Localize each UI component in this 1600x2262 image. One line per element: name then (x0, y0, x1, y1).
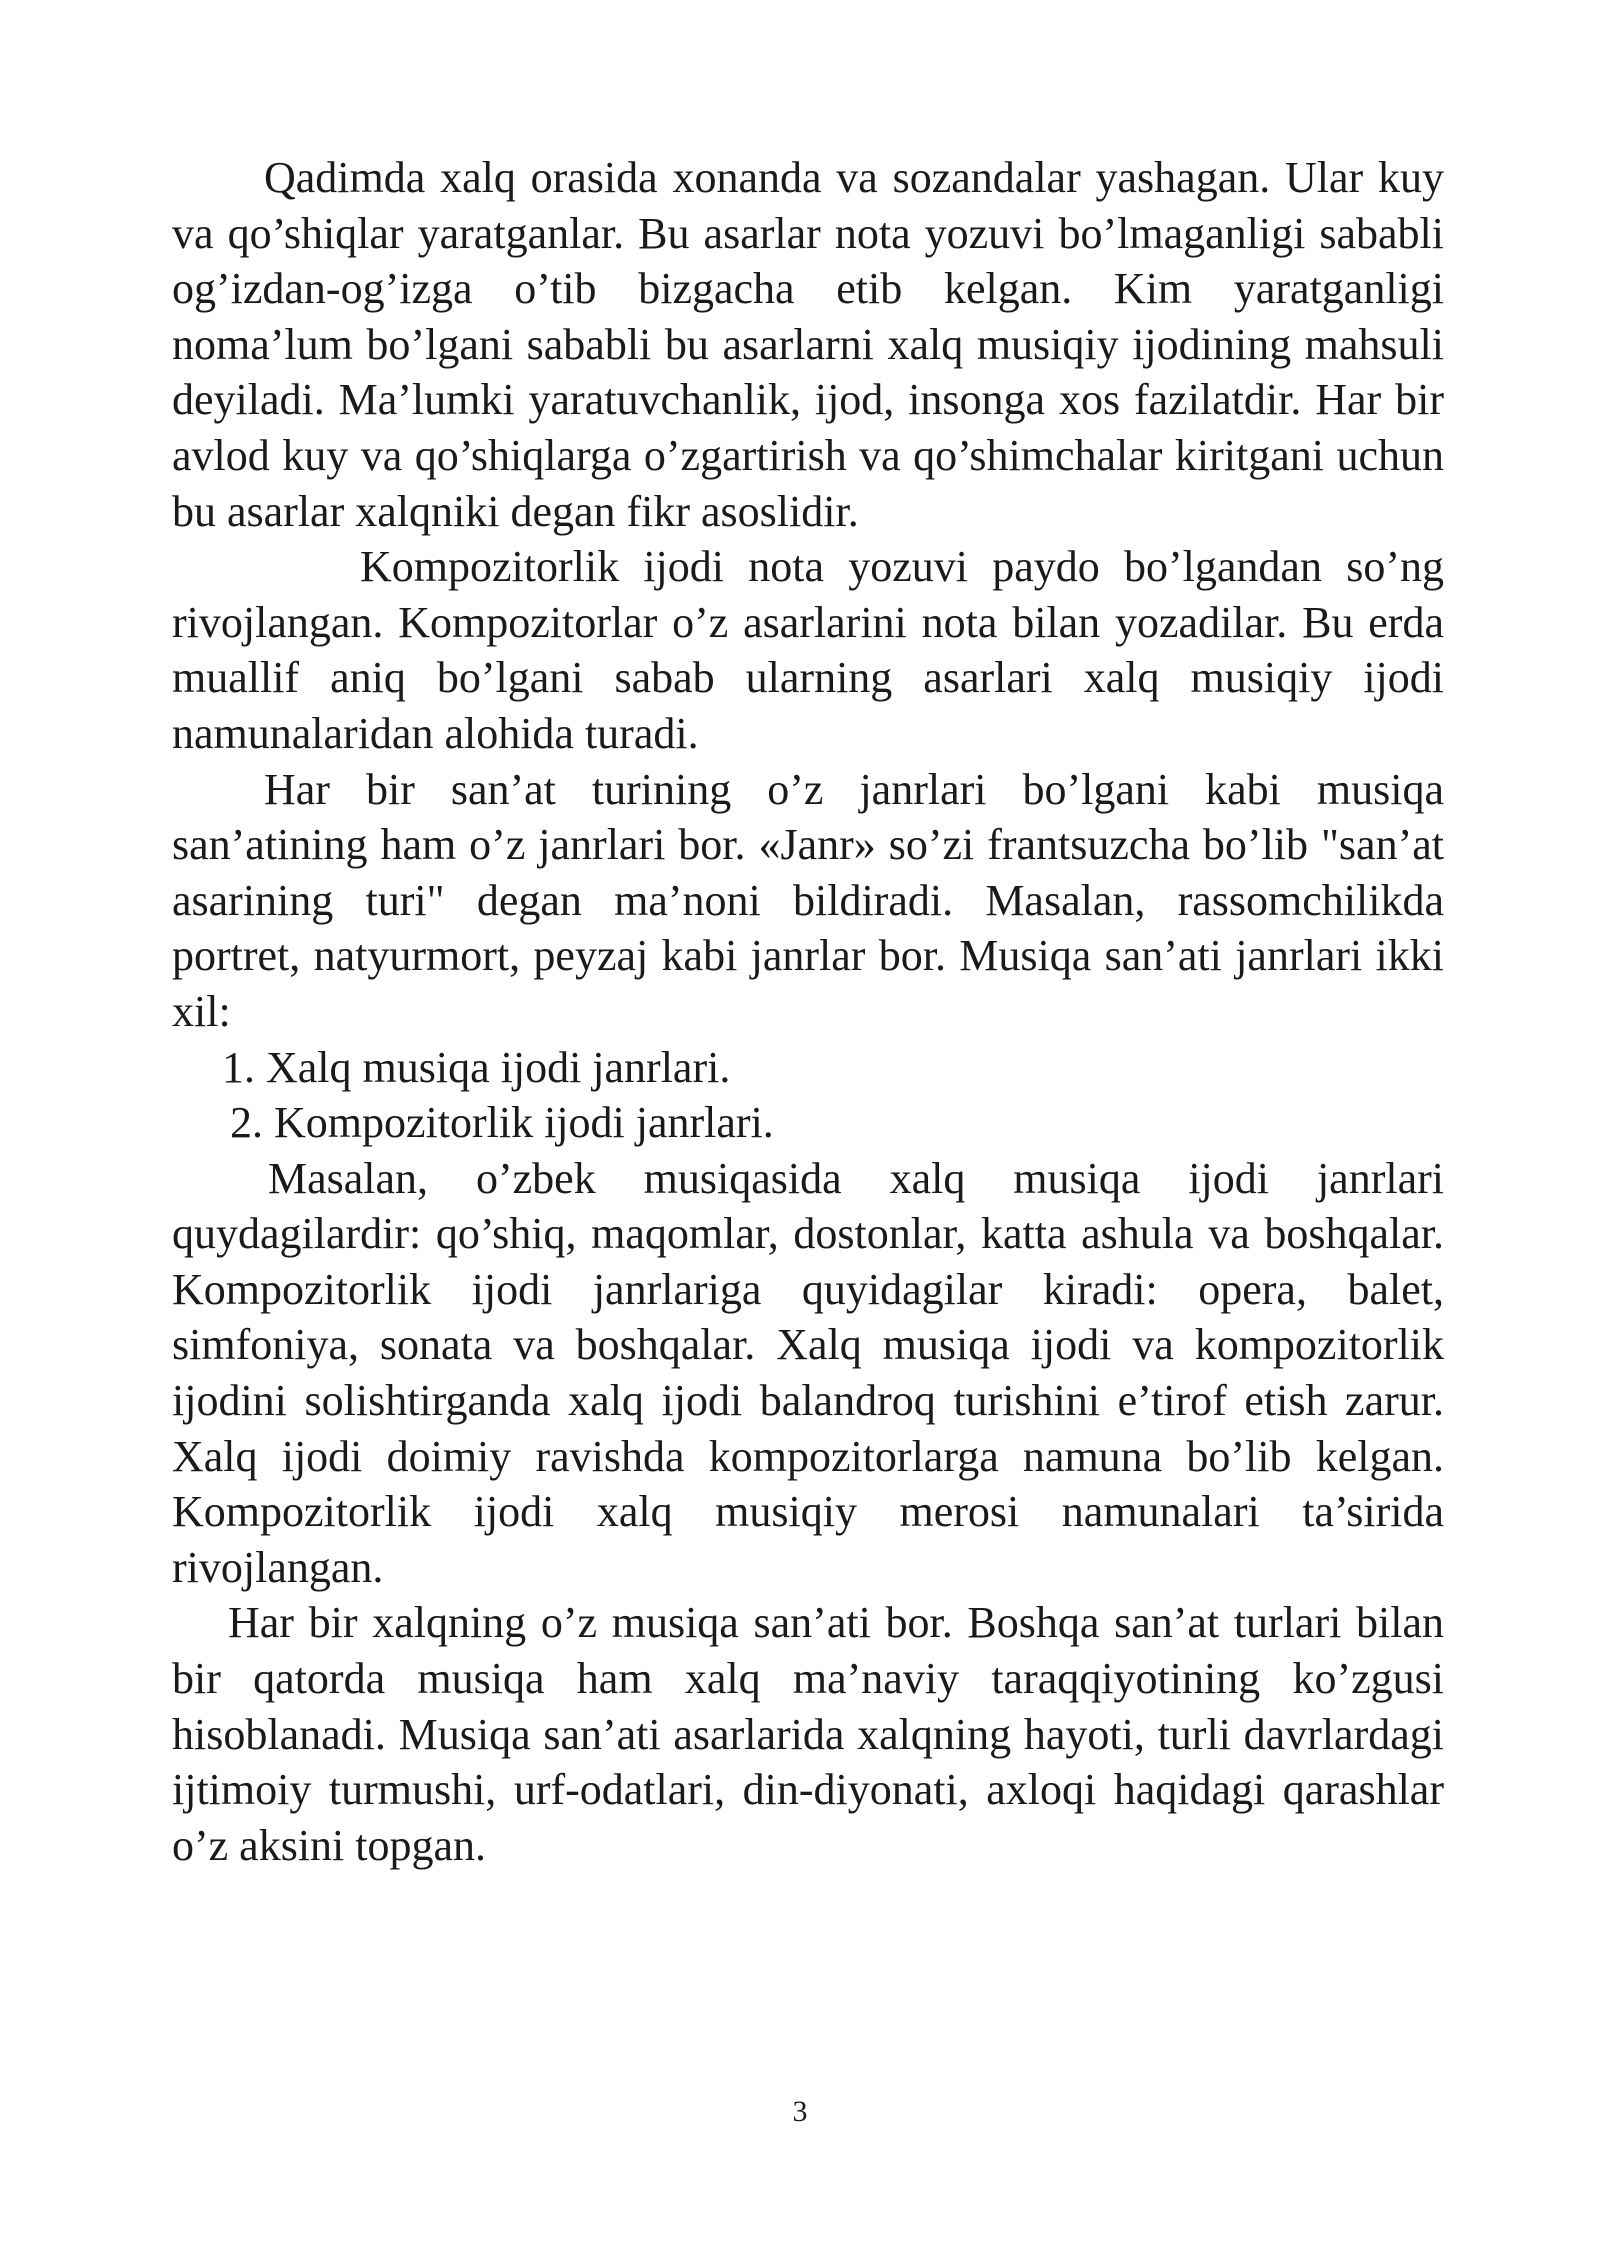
paragraph-uzbek-genres: Masalan, o’zbek musiqasida xalq musiqa ijodi janrlari quydagilardir: qo’shiq, maqomlar, dostonlar, katta ashula va boshqalar. Kompozitorlik ijodi janrlariga quyidagilar kiradi: opera, balet, simfoniya, sonata va boshqalar. Xalq musiqa ijodi va kompozitorlik ijodini solishtirganda xalq ijodi balandroq turishini e’tirof etish zarur. Xalq ijodi doimiy ravishda kompozitorlarga namuna bo’lib kelgan. Kompozitorlik ijodi xalq musiqiy merosi namunalari ta’sirida rivojlangan. (172, 1153, 1444, 1592)
paragraph-folk-music-origins: Qadimda xalq orasida xonanda va sozandalar yashagan. Ular kuy va qo’shiqlar yaratganlar. Bu asarlar nota yozuvi bo’lmaganligi sababli og’izdan-og’izga o’tib bizgacha etib kelgan. Kim yaratganligi noma’lum bo’lgani sababli bu asarlarni xalq musiqiy ijodining mahsuli deyiladi. Ma’lumki yaratuvchanlik, ijod, insonga xos fazilatdir. Har bir avlod kuy va qo’shiqlarga o’zgartirish va qo’shimchalar kiritgani uchun bu asarlar xalqniki degan fikr asoslidir. (172, 153, 1444, 536)
paragraph-composer-creativity: Kompozitorlik ijodi nota yozuvi paydo bo’lgandan so’ng rivojlangan. Kompozitorlar o’z asarlarini nota bilan yozadilar. Bu erda muallif aniq bo’lgani sabab ularning asarlari xalq musiqiy ijodi namunalaridan alohida turadi. (172, 542, 1444, 758)
page-number: 3 (792, 2095, 808, 2128)
list-item-folk-genres: 1. Xalq musiqa ijodi janrlari. (222, 1042, 731, 1092)
list-item-composer-genres: 2. Kompozitorlik ijodi janrlari. (230, 1098, 774, 1148)
paragraph-music-genres: Har bir san’at turining o’z janrlari bo’lgani kabi musiqa san’atining ham o’z janrlari bor. «Janr» so’zi frantsuzcha bo’lib "san’at asarining turi" degan ma’noni bildiradi. Masalan, rassomchilikda portret, natyurmort, peyzaj kabi janrlar bor. Musiqa san’ati janrlari ikki xil: (172, 764, 1444, 1036)
page-body (172, 150, 1444, 1873)
paragraph-national-music: Har bir xalqning o’z musiqa san’ati bor. Boshqa san’at turlari bilan bir qatorda musiqa ham xalq ma’naviy taraqqiyotining ko’zgusi hisoblanadi. Musiqa san’ati asarlarida xalqning hayoti, turli davrlardagi ijtimoiy turmushi, urf-odatlari, din-diyonati, axloqi haqidagi qarashlar o’z aksini topgan. (172, 1598, 1444, 1870)
